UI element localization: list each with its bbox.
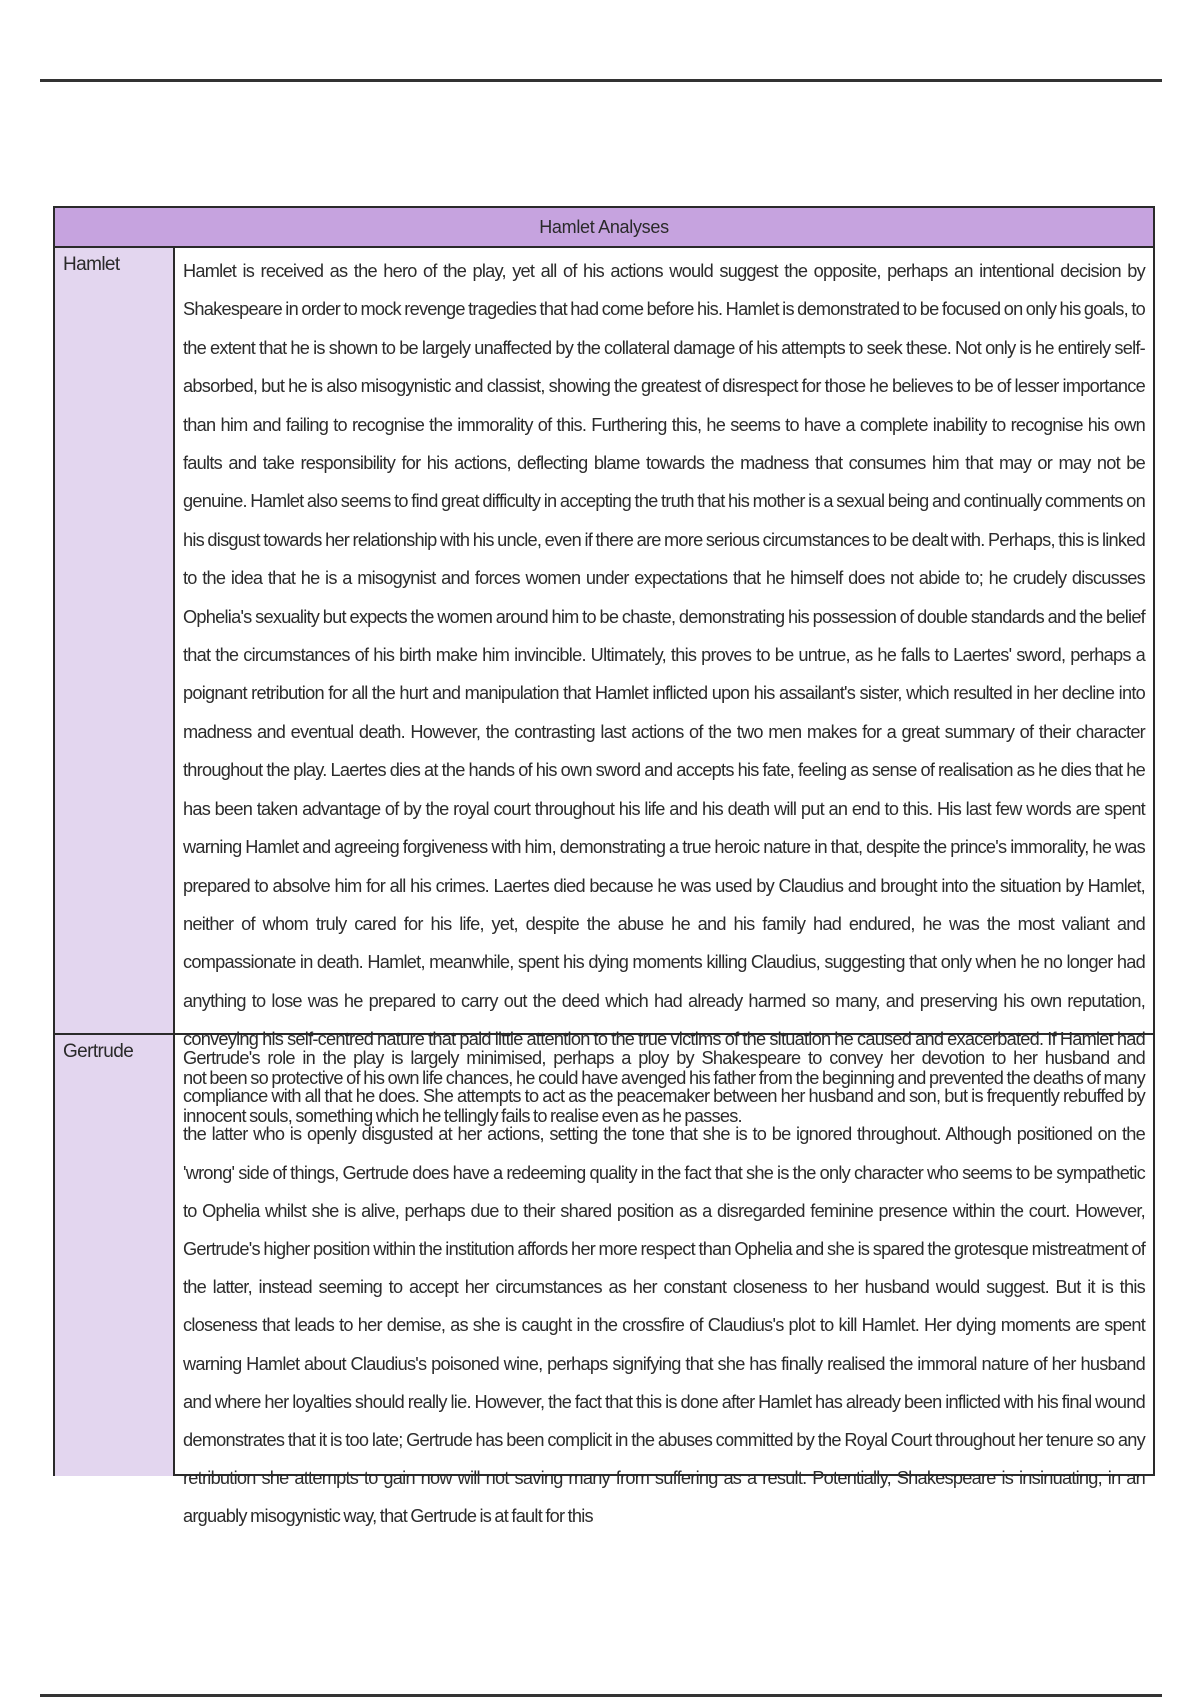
bottom-rule: [40, 1694, 1162, 1697]
character-name-gertrude: Gertrude: [55, 1035, 175, 1476]
table-title: Hamlet Analyses: [55, 208, 1153, 248]
top-rule: [40, 79, 1162, 82]
table-row-gertrude: [55, 1035, 1153, 1527]
analysis-text-gertrude: Gertrude's role in the play is largely minimised, perhaps a ploy by Shakespeare to convey her devotion to her husband and compliance with all that he does. She attempts to act as the peacemaker between her husband and son, but is frequently rebuffed by the latter who is openly disgusted at her actions, setting the tone that she is to be ignored throughout. Although positioned on the 'wrong' side of things, Gertrude does have a redeeming quality in the fact that she is the only character who seems to be sympathetic to Ophelia whilst she is alive, perhaps due to their shared position as a disregarded feminine presence within the court. However, Gertrude's higher position within the institution affords her more respect than Ophelia and she is spared the grotesque mistreatment of the latter, instead seeming to accept her circumstances as her constant closeness to her husband would suggest. But it is this closeness that leads to her demise, as she is caught in the crossfire of Claudius's plot to kill Hamlet. Her dying moments are spent warning Hamlet about Claudius's poisoned wine, perhaps signifying that she has finally realised the immoral nature of her husband and where her loyalties should really lie. However, the fact that this is done after Hamlet has already been inflicted with his final wound demonstrates that it is too late; Gertrude has been complicit in the abuses committed by the Royal Court throughout her tenure so any retribution she attempts to gain now will not saving many from suffering as a result. Potentially, Shakespeare is insinuating, in an arguably misogynistic way, that Gertrude is at fault for this: [183, 1048, 1145, 1527]
analysis-text-hamlet: Hamlet is received as the hero of the play, yet all of his actions would suggest the opposite, perhaps an intentional decision by Shakespeare in order to mock revenge tragedies that had come before his. Hamlet is demonstrated to be focused on only his goals, to the extent that he is shown to be largely unaffected by the collateral damage of his attempts to seek these. Not only is he entirely self-absorbed, but he is also misogynistic and classist, showing the greatest of disrespect for those he believes to be of lesser importance than him and failing to recognise the immorality of this. Furthering this, he seems to have a complete inability to recognise his own faults and take responsibility for his actions, deflecting blame towards the madness that consumes him that may or may not be genuine. Hamlet also seems to find great difficulty in accepting the truth that his mother is a sexual being and continually comments on his disgust towards her relationship with his uncle, even if there are more serious circumstances to be dealt with. Perhaps, this is linked to the idea that he is a misogynist and forces women under expectations that he himself does not abide to; he crudely discusses Ophelia's sexuality but expects the women around him to be chaste, demonstrating his possession of double standards and the belief that the circumstances of his birth make him invincible. Ultimately, this proves to be untrue, as he falls to Laertes' sword, perhaps a poignant retribution for all the hurt and manipulation that Hamlet inflicted upon his assailant's sister, which resulted in her decline into madness and eventual death. However, the contrasting last actions of the two men makes for a great summary of their character throughout the play. Laertes dies at the hands of his own sword and accepts his fate, feeling as sense of realisation as he dies that he has been taken advantage of by the royal court throughout his life and his death will put an end to this. His last few words are spent warning Hamlet and agreeing forgiveness with him, demonstrating a true heroic nature in that, despite the prince's immorality, he was prepared to absolve him for all his crimes. Laertes died because he was used by Claudius and brought into the situation by Hamlet, neither of whom truly cared for his life, yet, despite the abuse he and his family had endured, he was the most valiant and compassionate in death. Hamlet, meanwhile, spent his dying moments killing Claudius, suggesting that only when he no longer had anything to lose was he prepared to carry out the deed which had already harmed so many, and preserving his own reputation, conveying his self-centred nature that paid little attention to the true victims of the situation he caused and exacerbated. If Hamlet had not been so protective of his own life chances, he could have avenged his father from the beginning and prevented the deaths of many innocent souls, something which he tellingly fails to realise even as he passes.: [183, 261, 1145, 1126]
character-name-hamlet: Hamlet: [55, 248, 175, 1033]
analysis-table: [53, 206, 1155, 1527]
